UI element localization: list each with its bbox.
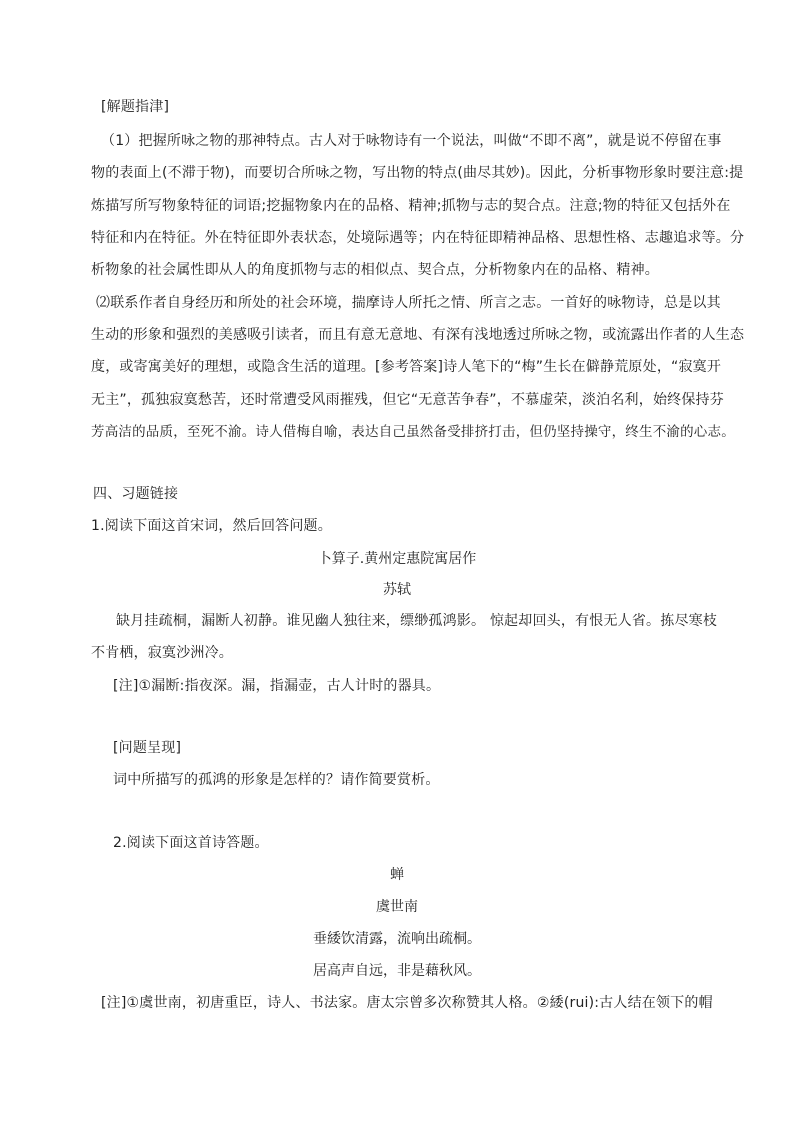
q2-poem-author: 虞世南 bbox=[376, 899, 418, 915]
q1-poem-author: 苏轼 bbox=[383, 582, 411, 598]
q2-poem-line-2: 居高声自远，非是藉秋风。 bbox=[313, 963, 481, 979]
guide-p2-line-4: 无主”，孤独寂寞愁苦，还时常遭受风雨摧残，但它“无意苦争春”，不慕虚荣，淡泊名利，始终保持芬 bbox=[91, 392, 724, 408]
guide-heading: [解题指津] bbox=[101, 99, 170, 115]
guide-p1-line-2: 物的表面上(不滞于物)，而要切合所咏之物，写出物的特点(曲尽其妙)。因此，分析事物形象时要注意:提 bbox=[91, 165, 744, 181]
guide-p1-line-4: 特征和内在特征。外在特征即外表状态，处境际遇等；内在特征即精神品格、思想性格、志趣追求等。分 bbox=[91, 230, 745, 246]
q1-poem-body-line-1: 缺月挂疏桐，漏断人初静。谁见幽人独往来，缥缈孤鸿影。 惊起却回头，有恨无人省。拣尽寒枝 bbox=[116, 613, 718, 629]
guide-p2-line-3: 度，或寄寓美好的理想，或隐含生活的道理。[参考答案]诗人笔下的“梅”生长在僻静荒原处，“寂寞开 bbox=[91, 359, 722, 375]
q1-question-heading: [问题呈现] bbox=[113, 740, 182, 756]
q2-poem-title: 蝉 bbox=[390, 867, 404, 883]
q1-poem-body-line-2: 不肯栖，寂寞沙洲冷。 bbox=[91, 645, 233, 661]
guide-p1-line-3: 炼描写所写物象特征的词语;挖掘物象内在的品格、精神;抓物与志的契合点。注意;物的特征又包括外在 bbox=[91, 198, 731, 214]
q1-poem-title: 卜算子.黄州定惠院寓居作 bbox=[317, 551, 477, 567]
guide-p2-line-2: 生动的形象和强烈的美感吸引读者，而且有意无意地、有深有浅地透过所咏之物，或流露出作者的人生态 bbox=[91, 327, 745, 343]
q2-prompt: 2.阅读下面这首诗答题。 bbox=[113, 835, 269, 851]
q1-note: [注]①漏断:指夜深。漏，指漏壶，古人计时的器具。 bbox=[113, 678, 441, 694]
q1-question: 词中所描写的孤鸿的形象是怎样的？请作简要赏析。 bbox=[113, 772, 440, 788]
guide-p1-line-1: （1）把握所咏之物的那神特点。古人对于咏物诗有一个说法，叫做“不即不离”，就是说不停留在事 bbox=[101, 133, 722, 149]
exercises-heading: 四、习题链接 bbox=[93, 486, 179, 502]
q1-prompt: 1.阅读下面这首宋词，然后回答问题。 bbox=[91, 518, 332, 534]
guide-p2-line-5: 芳高洁的品质，至死不渝。诗人借梅自喻，表达自己虽然备受排挤打击，但仍坚持操守，终生不渝的心志。 bbox=[91, 424, 735, 440]
guide-p1-line-5: 析物象的社会属性即从人的角度抓物与志的相似点、契合点，分析物象内在的品格、精神。 bbox=[91, 262, 659, 278]
q2-note: [注]①虞世南，初唐重臣，诗人、书法家。唐太宗曾多次称赞其人格。②緌(rui):古人结在领下的帽 bbox=[101, 995, 713, 1011]
q2-poem-line-1: 垂緌饮清露，流响出疏桐。 bbox=[313, 931, 481, 947]
guide-p2-line-1: ⑵联系作者自身经历和所处的社会环境，揣摩诗人所托之情、所言之志。一首好的咏物诗，总是以其 bbox=[96, 295, 721, 311]
